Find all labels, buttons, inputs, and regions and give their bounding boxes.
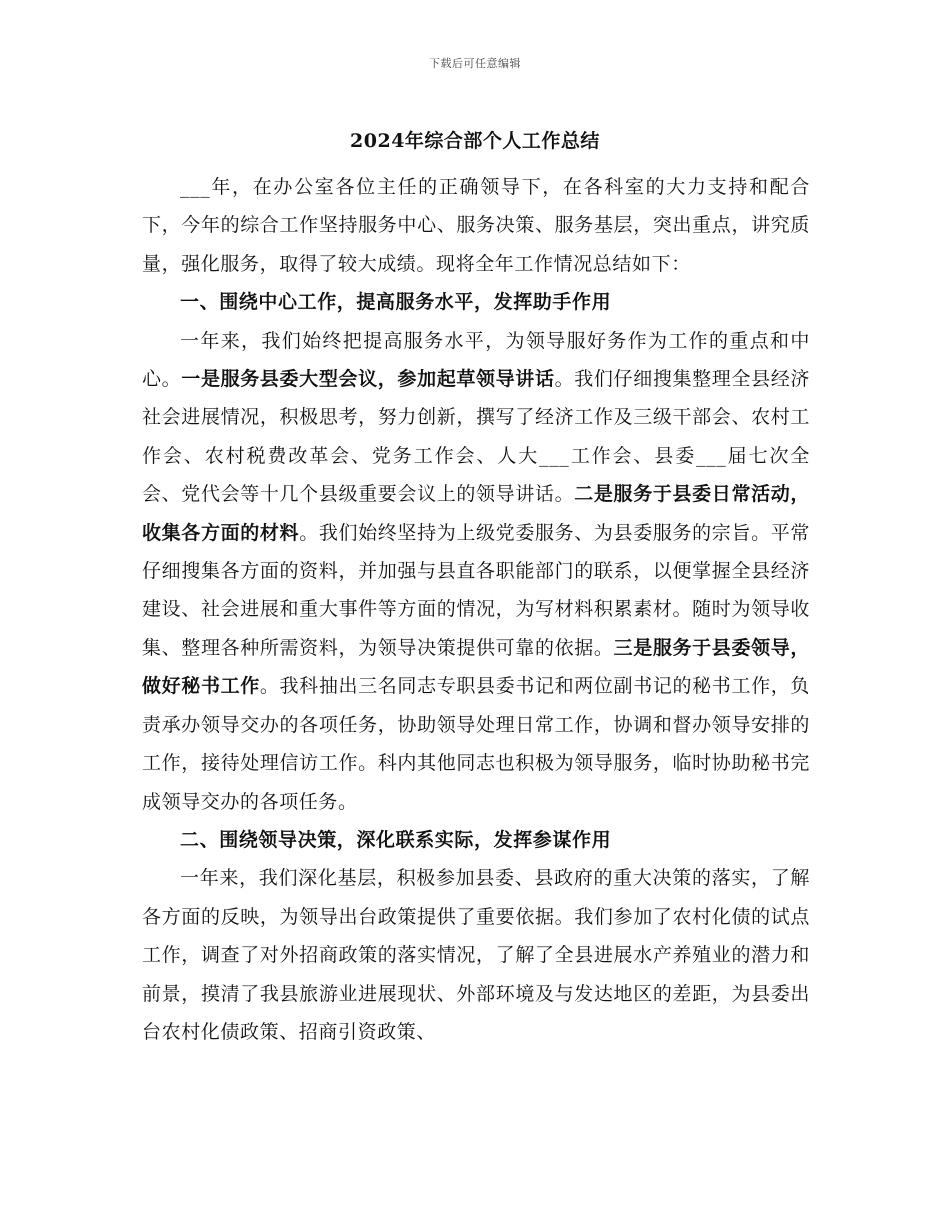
document-body — [142, 168, 810, 1051]
section-2-paragraph: 一年来，我们深化基层，积极参加县委、县政府的重大决策的落实，了解各方面的反映，为领导出台政策提供了重要依据。我们参加了农村化债的试点工作，调查了对外招商政策的落实情况，了解了全县进展水产养殖业的潜力和前景，摸清了我县旅游业进展现状、外部环境及与发达地区的差距，为县委出台农村化债政策、招商引资政策、 — [142, 867, 810, 1043]
section-1-point-2: 二是服务于县委日常活动，收集各方面的材料 — [142, 483, 810, 544]
section-1-paragraph — [142, 322, 810, 821]
section-1-text-2: 。我们仔细搜集整理全县经济社会进展情况，积极思考，努力创新，撰写了经济工作及三级干部会、农村工作会、农村税费改革会、党务工作会、人大___工作会、县委___届七次全会、党代会等十几个县级重要会议上的领导讲话。 — [142, 368, 810, 506]
section-2-heading: 二、围绕领导决策，深化联系实际，发挥参谋作用 — [180, 828, 612, 851]
section-1-text-3: 。我们始终坚持为上级党委服务、为县委服务的宗旨。平常仔细搜集各方面的资料，并加强与县直各职能部门的联系，以便掌握全县经济建设、社会进展和重大事件等方面的情况，为写材料积累素材。随时为领导收集、整理各种所需资料，为领导决策提供可靠的依据。 — [142, 521, 810, 659]
document-title: 2024年综合部个人工作总结 — [350, 130, 600, 152]
section-1-text-1: 一年来，我们始终把提高服务水平，为领导服好务作为工作的重点和中心。 — [142, 329, 810, 391]
section-1-heading: 一、围绕中心工作，提高服务水平，发挥助手作用 — [180, 291, 612, 314]
section-1-text-4: 。我科抽出三名同志专职县委书记和两位副书记的秘书工作，负责承办领导交办的各项任务，协助领导处理日常工作，协调和督办领导安排的工作，接待处理信访工作。科内其他同志也积极为领导服务，临时协助秘书完成领导交办的各项任务。 — [142, 675, 810, 813]
intro-paragraph: ___年，在办公室各位主任的正确领导下，在各科室的大力支持和配合下，今年的综合工作坚持服务中心、服务决策、服务基层，突出重点，讲究质量，强化服务，取得了较大成绩。现将全年工作情况总结如下： — [142, 176, 810, 275]
section-1-point-1: 一是服务县委大型会议，参加起草领导讲话 — [181, 368, 555, 391]
header-note: 下载后可任意编辑 — [429, 57, 521, 70]
section-1-point-3: 三是服务于县委领导，做好秘书工作 — [142, 636, 810, 698]
